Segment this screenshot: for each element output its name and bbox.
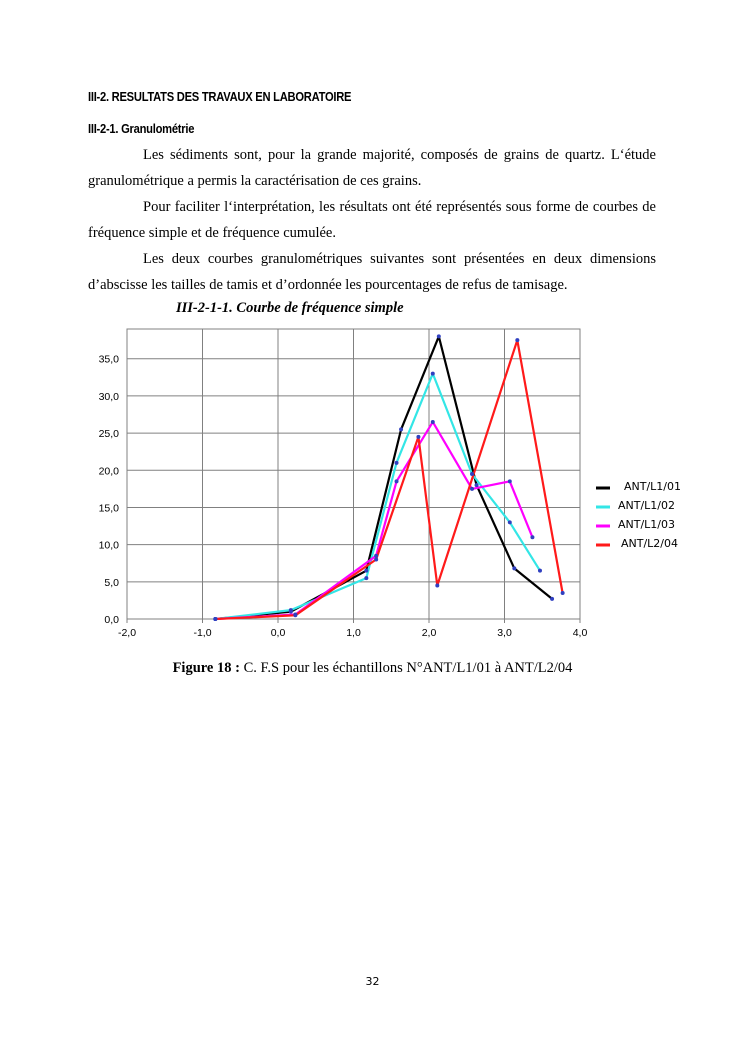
x-tick-label: 1,0	[346, 627, 361, 639]
data-point	[508, 479, 512, 483]
y-tick-label: 20,0	[98, 465, 119, 478]
data-point	[416, 435, 420, 439]
data-point	[435, 584, 439, 588]
data-point	[538, 569, 542, 573]
y-tick-label: 35,0	[98, 353, 119, 366]
data-point	[431, 420, 435, 424]
data-point	[395, 461, 399, 465]
data-point	[374, 554, 378, 558]
y-tick-label: 0,0	[104, 614, 119, 626]
x-tick-label: -2,0	[117, 627, 137, 639]
x-tick-label: 2,0	[421, 627, 437, 639]
data-point	[374, 558, 378, 562]
data-point	[364, 569, 368, 573]
data-point	[550, 597, 554, 601]
paragraph-2: Pour faciliter l‘interprétation, les résultats ont été représentés sous forme de courbes de fréquence simple et de fréquence cumulée.	[88, 199, 656, 241]
x-tick-label: 3,0	[497, 627, 512, 639]
data-point	[512, 566, 516, 570]
data-point	[437, 334, 441, 338]
x-tick-label: -1,0	[193, 627, 212, 639]
data-point	[213, 617, 217, 621]
data-point	[470, 487, 474, 491]
legend-label: ANT/L2/04	[621, 537, 679, 550]
section-heading: III-2. RESULTATS DES TRAVAUX EN LABORATOIRE	[88, 89, 352, 104]
paragraph-3: Les deux courbes granulométriques suivantes sont présentées en deux dimensions d’abscisse les tailles de tamis et d’ordonnée les pourcentages de refus de tamisage.	[88, 251, 656, 293]
y-tick-label: 5,0	[104, 576, 119, 589]
data-point	[431, 372, 435, 376]
chart-legend	[596, 480, 681, 550]
legend-label: ANT/L1/02	[618, 499, 676, 512]
series-line-1	[215, 336, 552, 619]
data-point	[561, 591, 565, 595]
legend-label: ANT/L1/03	[618, 518, 676, 531]
data-point	[395, 479, 399, 483]
data-point	[470, 472, 474, 476]
figure-heading: III-2-1-1. Courbe de fréquence simple	[176, 300, 404, 316]
chart-axes	[99, 354, 588, 639]
legend-label: ANT/L1/01	[624, 480, 682, 493]
data-point	[475, 483, 479, 487]
y-tick-label: 15,0	[98, 502, 119, 515]
data-point	[508, 520, 512, 524]
data-point	[289, 608, 293, 612]
chart-series	[213, 334, 564, 621]
figure-caption-label: Figure 18 :	[172, 660, 240, 676]
subsection-heading: III-2-1. Granulométrie	[88, 121, 195, 136]
y-tick-label: 30,0	[98, 390, 119, 403]
y-tick-label: 25,0	[98, 428, 119, 441]
x-tick-label: 0,0	[270, 627, 286, 639]
paragraph-1: Les sédiments sont, pour la grande majorité, composés de grains de quartz. L‘étude granulométrique a permis la caractérisation de ces grains.	[88, 147, 656, 189]
data-point	[530, 535, 534, 539]
page-number: 32	[365, 975, 380, 988]
data-point	[364, 576, 368, 580]
figure-caption	[0, 660, 745, 677]
data-point	[515, 338, 519, 342]
data-point	[293, 613, 297, 617]
y-tick-label: 10,0	[98, 539, 119, 552]
x-tick-label: 4,0	[572, 627, 588, 639]
data-point	[399, 427, 403, 431]
series-line-3	[215, 422, 532, 619]
figure-caption-text: C. F.S pour les échantillons N°ANT/L1/01 à ANT/L2/04	[239, 660, 573, 676]
